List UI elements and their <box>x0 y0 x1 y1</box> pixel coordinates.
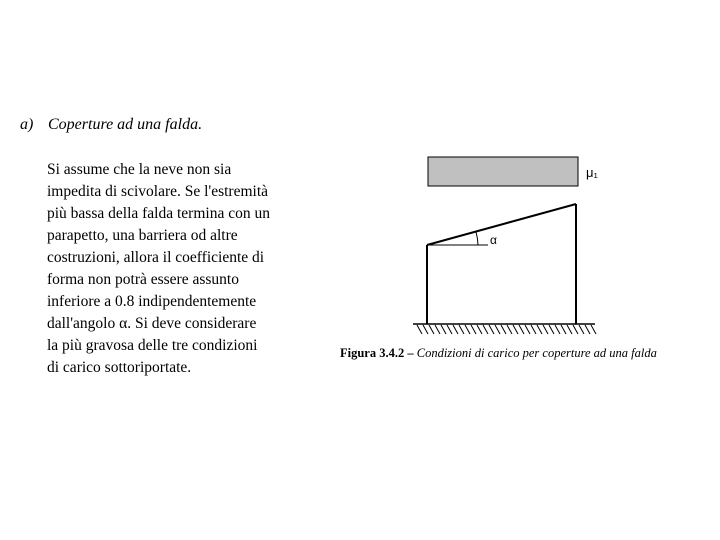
hatch-stroke <box>435 325 440 334</box>
ground-hatching <box>417 325 596 334</box>
hatch-stroke <box>591 325 596 334</box>
paragraph-line: forma non potrà essere assunto <box>47 271 239 288</box>
hatch-stroke <box>561 325 566 334</box>
paragraph-line: Si assume che la neve non sia <box>47 161 232 178</box>
hatch-stroke <box>483 325 488 334</box>
hatch-stroke <box>477 325 482 334</box>
hatch-stroke <box>417 325 422 334</box>
hatch-stroke <box>525 325 530 334</box>
hatch-stroke <box>513 325 518 334</box>
paragraph-line: parapetto, una barriera od altre <box>47 227 238 244</box>
hatch-stroke <box>429 325 434 334</box>
hatch-stroke <box>471 325 476 334</box>
paragraph-line: più bassa della falda termina con un <box>47 205 270 222</box>
hatch-stroke <box>459 325 464 334</box>
hatch-stroke <box>567 325 572 334</box>
hatch-stroke <box>573 325 578 334</box>
snow-load-block <box>428 157 578 186</box>
hatch-stroke <box>549 325 554 334</box>
hatch-stroke <box>537 325 542 334</box>
load-coefficient-label: μ₁ <box>586 165 598 180</box>
hatch-stroke <box>489 325 494 334</box>
hatch-stroke <box>585 325 590 334</box>
hatch-stroke <box>423 325 428 334</box>
hatch-stroke <box>453 325 458 334</box>
hatch-stroke <box>579 325 584 334</box>
hatch-stroke <box>441 325 446 334</box>
hatch-stroke <box>501 325 506 334</box>
body-paragraph <box>47 159 317 379</box>
hatch-stroke <box>495 325 500 334</box>
hatch-stroke <box>519 325 524 334</box>
paragraph-line: dall'angolo α. Si deve considerare <box>47 315 257 332</box>
hatch-stroke <box>555 325 560 334</box>
paragraph-line: inferiore a 0.8 indipendentemente <box>47 293 257 310</box>
roof-slope-line <box>427 204 576 245</box>
section-heading <box>20 116 202 134</box>
hatch-stroke <box>507 325 512 334</box>
paragraph-line: di carico sottoriportate. <box>47 359 192 376</box>
figure-caption <box>340 346 657 361</box>
hatch-stroke <box>531 325 536 334</box>
caption-label: Figura 3.4.2 – <box>340 346 414 360</box>
caption-text: Condizioni di carico per coperture ad una falda <box>413 346 657 360</box>
roof-diagram <box>330 150 710 345</box>
paragraph-line: la più gravosa delle tre condizioni <box>47 337 258 354</box>
roof-load-figure <box>330 150 710 380</box>
hatch-stroke <box>465 325 470 334</box>
angle-label: α <box>490 233 497 247</box>
section-title: Coperture ad una falda. <box>48 116 203 133</box>
section-marker: a) <box>20 116 34 133</box>
hatch-stroke <box>543 325 548 334</box>
paragraph-line: costruzioni, allora il coefficiente di <box>47 249 265 266</box>
paragraph-line: impedita di scivolare. Se l'estremità <box>47 183 269 200</box>
hatch-stroke <box>447 325 452 334</box>
angle-arc <box>476 232 478 245</box>
